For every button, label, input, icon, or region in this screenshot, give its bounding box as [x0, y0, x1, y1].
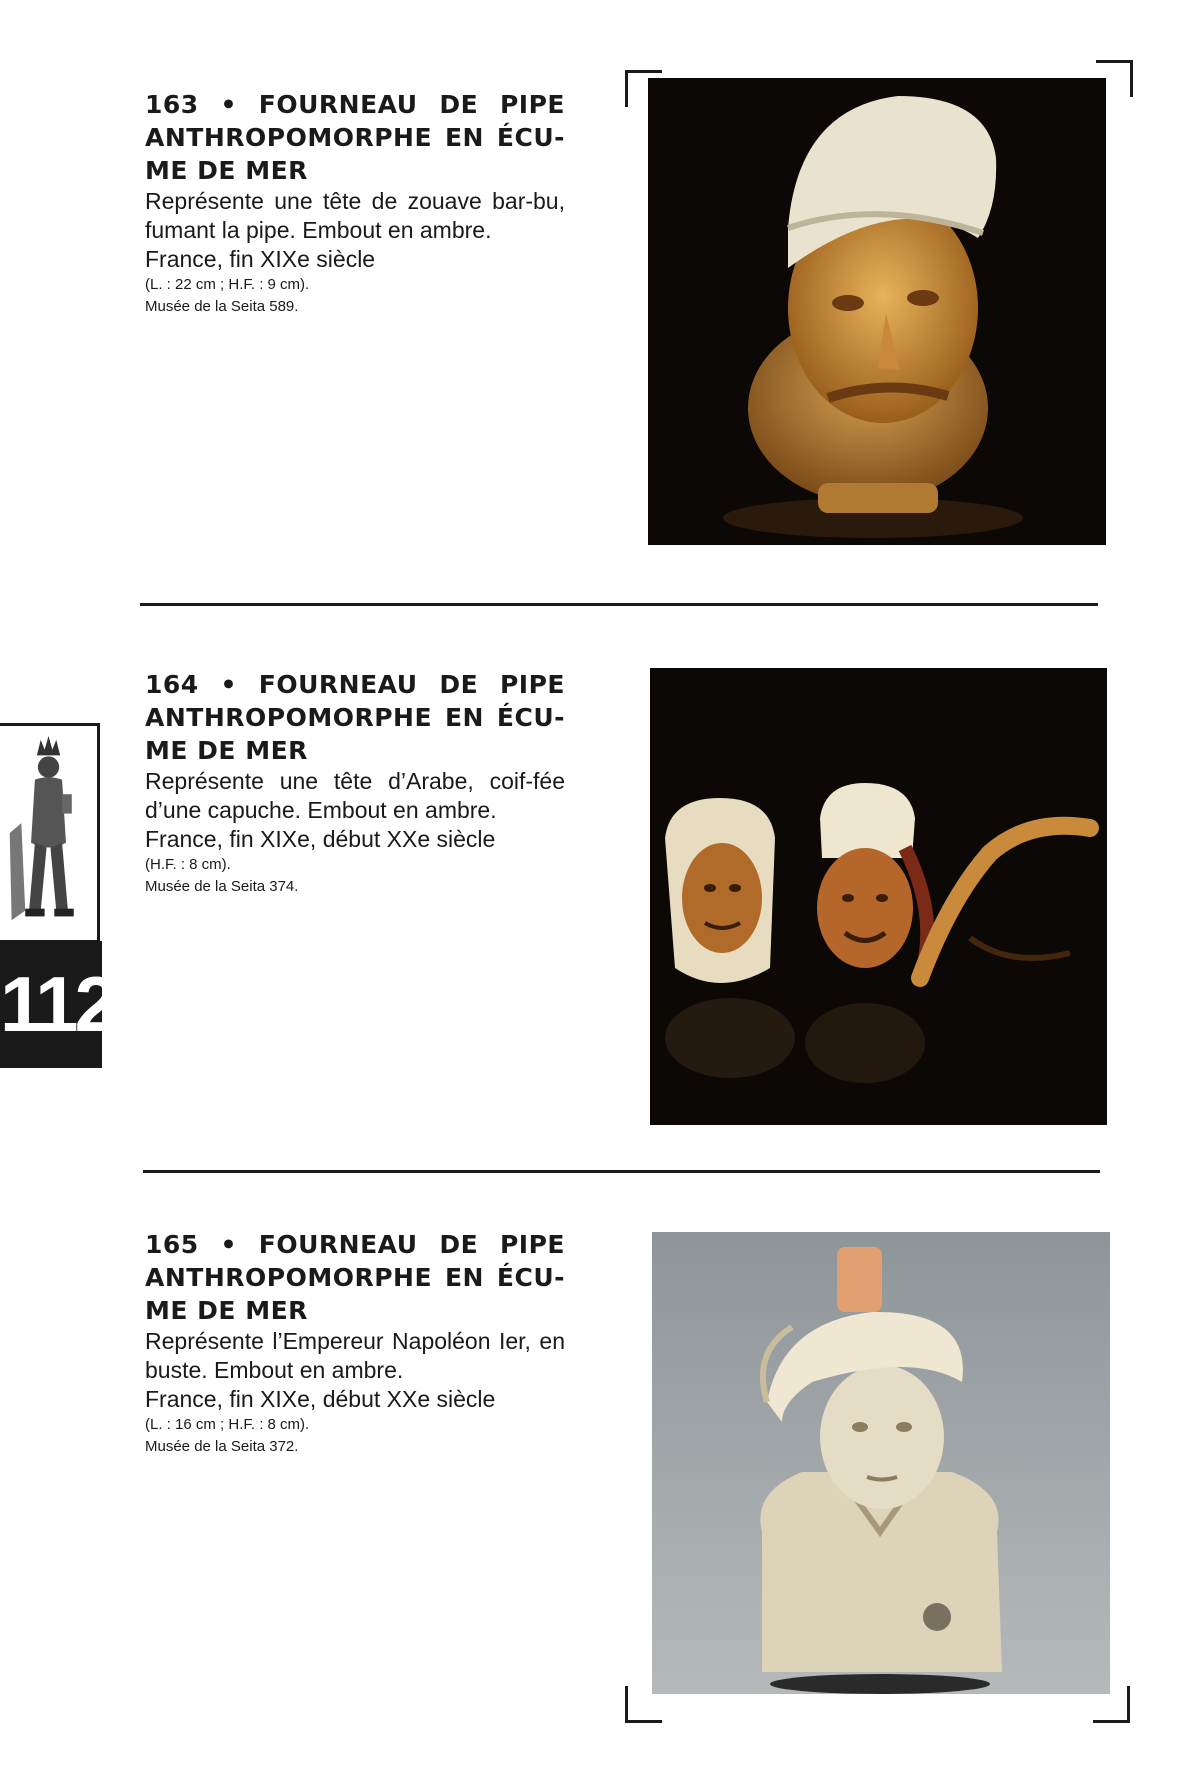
- crop-mark-corner: [625, 1686, 662, 1723]
- entry-164: [145, 668, 565, 898]
- page-tab: [0, 723, 114, 1068]
- entry-origin: France, fin XIXe, début XXe siècle: [145, 826, 496, 852]
- crop-mark-corner: [1096, 60, 1133, 97]
- entry-museum-ref: Musée de la Seita 372.: [145, 1438, 299, 1455]
- entry-title: 164 • FOURNEAU DE PIPE ANTHROPOMORPHE EN ÉCU-ME DE MER: [145, 670, 565, 765]
- arab-heads-illustration: [650, 668, 1107, 1125]
- crop-mark-corner: [625, 70, 662, 107]
- photo-zouave-pipe: [648, 78, 1106, 545]
- entry-museum-ref: Musée de la Seita 374.: [145, 878, 299, 895]
- section-divider: [140, 603, 1098, 606]
- tab-figure: [0, 723, 100, 943]
- napoleon-pipe-illustration: [652, 1232, 1110, 1694]
- entry-origin: France, fin XIXe siècle: [145, 246, 376, 272]
- entry-title: 163 • FOURNEAU DE PIPE ANTHROPOMORPHE EN ÉCU-ME DE MER: [145, 90, 565, 185]
- zouave-pipe-illustration: [648, 78, 1106, 545]
- entry-165: [145, 1228, 565, 1458]
- entry-title: 165 • FOURNEAU DE PIPE ANTHROPOMORPHE EN ÉCU-ME DE MER: [145, 1230, 565, 1325]
- entry-dimensions: (L. : 16 cm ; H.F. : 8 cm).: [145, 1416, 310, 1433]
- entry-dimensions: (L. : 22 cm ; H.F. : 9 cm).: [145, 276, 310, 293]
- entry-163: [145, 88, 565, 318]
- section-divider: [143, 1170, 1100, 1173]
- photo-napoleon-pipe: [652, 1232, 1110, 1694]
- entry-description: Représente une tête de zouave bar-bu, fumant la pipe. Embout en ambre.: [145, 188, 565, 243]
- warrior-figure-icon: [0, 726, 97, 940]
- entry-dimensions: (H.F. : 8 cm).: [145, 856, 231, 873]
- entry-museum-ref: Musée de la Seita 589.: [145, 298, 299, 315]
- entry-description: Représente l’Empereur Napoléon Ier, en buste. Embout en ambre.: [145, 1328, 565, 1383]
- entry-origin: France, fin XIXe, début XXe siècle: [145, 1386, 496, 1412]
- crop-mark-corner: [1093, 1686, 1130, 1723]
- photo-arab-heads-pipe: [650, 668, 1107, 1125]
- entry-description: Représente une tête d’Arabe, coif-fée d’une capuche. Embout en ambre.: [145, 768, 565, 823]
- page-number: 112: [0, 941, 102, 1068]
